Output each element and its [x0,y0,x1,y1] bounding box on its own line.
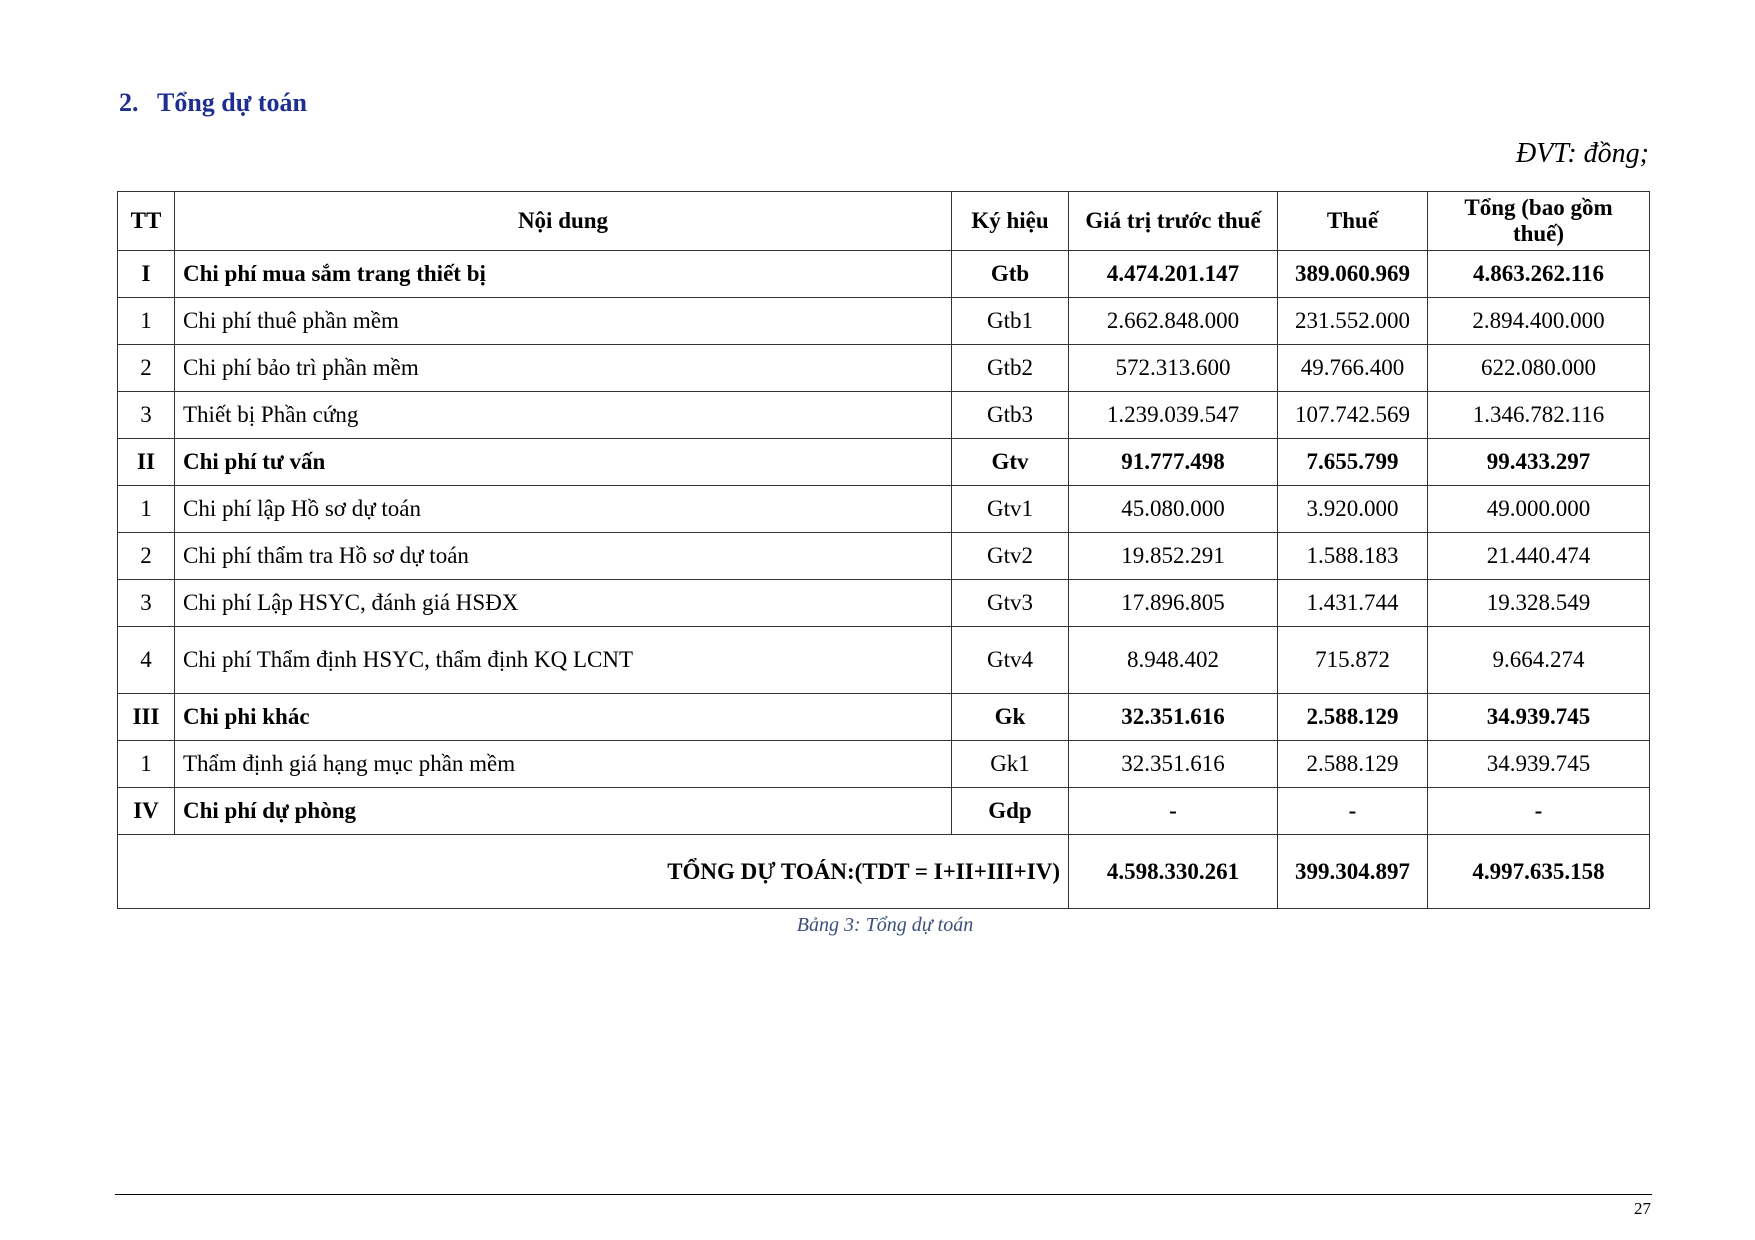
cell-content: Chi phí lập Hồ sơ dự toán [175,486,952,533]
cell-tt: 2 [118,533,175,580]
cell-pre-tax: 1.239.039.547 [1069,392,1278,439]
cell-symbol: Gtb3 [952,392,1069,439]
table-row [118,251,1650,298]
cell-tt: 3 [118,392,175,439]
cell-tt: II [118,439,175,486]
total-label: TỔNG DỰ TOÁN:(TDT = I+II+III+IV) [118,835,1069,909]
cell-symbol: Gk1 [952,741,1069,788]
cell-tt: III [118,694,175,741]
cell-pre-tax: 572.313.600 [1069,345,1278,392]
total-pre-tax: 4.598.330.261 [1069,835,1278,909]
cell-pre-tax: 32.351.616 [1069,741,1278,788]
cell-total: 1.346.782.116 [1428,392,1650,439]
cell-tt: 1 [118,741,175,788]
section-number: 2. [119,88,139,117]
cell-tax: 231.552.000 [1278,298,1428,345]
table-row [118,298,1650,345]
table-row [118,741,1650,788]
cell-tax: - [1278,788,1428,835]
cell-symbol: Gk [952,694,1069,741]
cell-content: Chi phí Lập HSYC, đánh giá HSĐX [175,580,952,627]
cell-tax: 1.588.183 [1278,533,1428,580]
cell-symbol: Gtv [952,439,1069,486]
cell-total: 4.863.262.116 [1428,251,1650,298]
cell-symbol: Gdp [952,788,1069,835]
cell-pre-tax: 91.777.498 [1069,439,1278,486]
cell-total: 9.664.274 [1428,627,1650,694]
cell-symbol: Gtv3 [952,580,1069,627]
section-title: Tổng dự toán [157,88,307,117]
cell-pre-tax: 19.852.291 [1069,533,1278,580]
cell-total: 34.939.745 [1428,694,1650,741]
total-tax: 399.304.897 [1278,835,1428,909]
cell-tt: 1 [118,298,175,345]
cell-tax: 715.872 [1278,627,1428,694]
header-tax: Thuế [1278,192,1428,251]
total-row [118,835,1650,909]
cell-content: Chi phí thẩm tra Hồ sơ dự toán [175,533,952,580]
cell-pre-tax: 17.896.805 [1069,580,1278,627]
table-row [118,533,1650,580]
cell-content: Chi phí Thẩm định HSYC, thẩm định KQ LCNT [175,627,952,694]
cell-symbol: Gtv2 [952,533,1069,580]
cell-tt: 2 [118,345,175,392]
header-tt: TT [118,192,175,251]
cell-tt: 3 [118,580,175,627]
cell-tt: 1 [118,486,175,533]
cell-tax: 49.766.400 [1278,345,1428,392]
header-pre-tax: Giá trị trước thuế [1069,192,1278,251]
table-row [118,580,1650,627]
cell-content: Thẩm định giá hạng mục phần mềm [175,741,952,788]
footer-divider [115,1194,1652,1195]
table-row [118,694,1650,741]
cell-pre-tax: 4.474.201.147 [1069,251,1278,298]
cell-tax: 389.060.969 [1278,251,1428,298]
cell-total: 49.000.000 [1428,486,1650,533]
header-content: Nội dung [175,192,952,251]
cell-pre-tax: 8.948.402 [1069,627,1278,694]
total-grand: 4.997.635.158 [1428,835,1650,909]
cell-pre-tax: - [1069,788,1278,835]
cell-symbol: Gtv1 [952,486,1069,533]
unit-note: ĐVT: đồng; [1516,138,1649,169]
cell-symbol: Gtb [952,251,1069,298]
cell-content: Chi phí thuê phần mềm [175,298,952,345]
table-row [118,439,1650,486]
cell-pre-tax: 32.351.616 [1069,694,1278,741]
cell-tt: IV [118,788,175,835]
table-row [118,486,1650,533]
cell-tax: 2.588.129 [1278,741,1428,788]
cell-tax: 7.655.799 [1278,439,1428,486]
cell-tax: 107.742.569 [1278,392,1428,439]
cell-tt: I [118,251,175,298]
cell-total: 19.328.549 [1428,580,1650,627]
cell-content: Chi phí tư vấn [175,439,952,486]
cell-tax: 2.588.129 [1278,694,1428,741]
table-row [118,345,1650,392]
cell-symbol: Gtv4 [952,627,1069,694]
cell-content: Chi phí mua sắm trang thiết bị [175,251,952,298]
table-header-row [118,192,1650,251]
table-row [118,788,1650,835]
cell-tax: 3.920.000 [1278,486,1428,533]
cell-pre-tax: 45.080.000 [1069,486,1278,533]
cell-content: Chi phí bảo trì phần mềm [175,345,952,392]
cell-total: 21.440.474 [1428,533,1650,580]
table-caption: Bảng 3: Tổng dự toán [796,914,974,936]
cell-content: Chi phí dự phòng [175,788,952,835]
cell-symbol: Gtb1 [952,298,1069,345]
header-total: Tổng (bao gồm thuế) [1428,192,1650,251]
table-row [118,392,1650,439]
cell-content: Chi phi khác [175,694,952,741]
cell-total: 99.433.297 [1428,439,1650,486]
cell-tt: 4 [118,627,175,694]
page-number: 27 [1634,1199,1651,1218]
cell-total: 2.894.400.000 [1428,298,1650,345]
budget-table [117,191,1650,909]
cell-content: Thiết bị Phần cứng [175,392,952,439]
cell-total: 34.939.745 [1428,741,1650,788]
section-heading [119,88,307,118]
header-symbol: Ký hiệu [952,192,1069,251]
cell-symbol: Gtb2 [952,345,1069,392]
cell-pre-tax: 2.662.848.000 [1069,298,1278,345]
table-row [118,627,1650,694]
cell-tax: 1.431.744 [1278,580,1428,627]
cell-total: - [1428,788,1650,835]
cell-total: 622.080.000 [1428,345,1650,392]
